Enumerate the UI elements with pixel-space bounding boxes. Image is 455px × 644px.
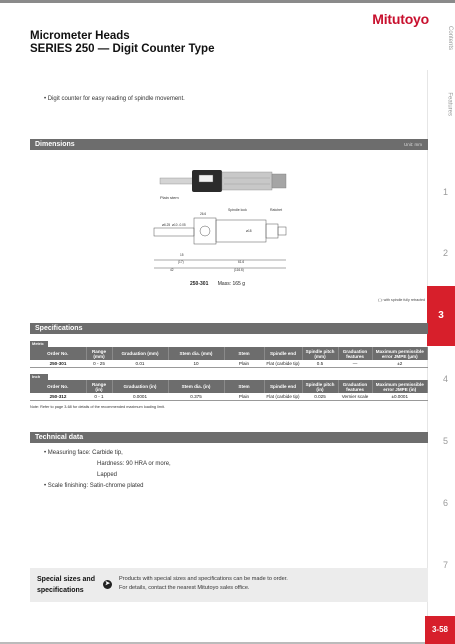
col-stem-dia: Stem dia. (mm) — [168, 347, 224, 360]
cell-graduation-features: — — [338, 360, 372, 367]
cell-graduation: 0.01 — [112, 360, 168, 367]
title-line-2: SERIES 250 — Digit Counter Type — [30, 43, 215, 55]
cell-spindle-pitch: 0.025 — [302, 393, 338, 400]
special-text — [119, 575, 288, 593]
label-d5: 15 — [180, 253, 184, 257]
label-d9: (116.6) — [234, 268, 244, 272]
dimensions-title: Dimensions — [35, 141, 75, 148]
col-stem-dia: Stem dia. (in) — [168, 380, 224, 393]
cell-order-no: 250-312 — [30, 393, 86, 400]
technical-header — [30, 432, 428, 443]
tech-line: • Scale finishing: Satin-chrome plated — [44, 483, 144, 489]
inch-tag: Inch — [30, 374, 48, 380]
tech-line: • Measuring face: Carbide tip, — [44, 450, 123, 456]
cell-stem: Plain — [224, 393, 264, 400]
side-tab-4[interactable]: 4 — [442, 374, 448, 384]
cell-order-no: 250-301 — [30, 360, 86, 367]
col-range: Range (in) — [86, 380, 112, 393]
label-d1: ø6.25 — [162, 223, 171, 227]
cell-max-error: ±0.0001 — [372, 393, 428, 400]
special-label-line-1: Special sizes and — [37, 576, 95, 583]
col-max-error: Maximum permissible error JMPE (μm) — [372, 347, 428, 360]
dimension-caption — [190, 281, 245, 287]
col-spindle-pitch: Spindle pitch (mm) — [302, 347, 338, 360]
label-d2: ø10 -0.05 — [172, 223, 186, 227]
specifications-title: Specifications — [35, 325, 83, 332]
special-text-line-2: For details, contact the nearest Mitutoyo sales office. — [119, 585, 250, 591]
special-text-line-1: Products with special sizes and specifications can be made to order. — [119, 576, 288, 582]
tech-line: Hardness: 90 HRA or more, — [97, 461, 171, 467]
side-tab-3-active[interactable]: 3 — [427, 286, 455, 346]
col-spindle-end: Spindle end — [264, 380, 302, 393]
label-spindle-lock: Spindle lock — [228, 208, 247, 212]
col-order-no: Order No. — [30, 347, 86, 360]
label-plain-stem: Plain stem — [160, 195, 179, 200]
inch-spec-table — [30, 380, 428, 401]
dimensions-header — [30, 139, 428, 150]
col-graduation: Graduation (in) — [112, 380, 168, 393]
cell-stem-dia: 10 — [168, 360, 224, 367]
metric-header-row — [30, 347, 428, 360]
col-stem: Stem — [224, 380, 264, 393]
col-graduation-features: Graduation features — [338, 380, 372, 393]
side-tab-6[interactable]: 6 — [442, 498, 448, 508]
side-tab-contents[interactable]: Contents — [447, 25, 453, 50]
cell-range: 0 - 1 — [86, 393, 112, 400]
label-d7: 42 — [170, 268, 174, 272]
special-sizes-box — [30, 568, 428, 602]
label-d4: ø18 — [246, 229, 252, 233]
side-tab-features[interactable]: Features — [447, 92, 453, 116]
page-title — [30, 30, 214, 56]
metric-spec-table — [30, 347, 428, 368]
col-order-no: Order No. — [30, 380, 86, 393]
page-number: 3-58 — [425, 616, 455, 644]
inch-header-row — [30, 380, 428, 393]
side-tab-5[interactable]: 5 — [442, 436, 448, 446]
cell-graduation: 0.0001 — [112, 393, 168, 400]
cell-spindle-end: Flat (carbide tip) — [264, 393, 302, 400]
col-graduation-features: Graduation features — [338, 347, 372, 360]
title-line-1: Micrometer Heads — [30, 30, 130, 42]
metric-tag: Metric — [30, 341, 48, 347]
table-note: Note: Refer to page 3-68 for details of the recommended maximum loading limit. — [30, 405, 165, 409]
table-row — [30, 393, 428, 400]
product-photo — [160, 170, 286, 192]
micrometer-drawing — [150, 160, 315, 282]
table-row — [30, 360, 428, 367]
cell-max-error: ±2 — [372, 360, 428, 367]
cell-stem-dia: 0.375 — [168, 393, 224, 400]
brand-logo: Mitutoyo — [372, 11, 429, 27]
dimension-note: ( ): with spindle fully retracted — [378, 298, 425, 302]
label-d3: 26.6 — [200, 212, 207, 216]
top-rule — [0, 0, 455, 3]
col-spindle-end: Spindle end — [264, 347, 302, 360]
label-d6: (17) — [178, 260, 184, 264]
col-range: Range (mm) — [86, 347, 112, 360]
dimensions-unit: Unit: mm — [404, 142, 422, 147]
side-tab-7[interactable]: 7 — [442, 560, 448, 570]
cell-range: 0 - 25 — [86, 360, 112, 367]
technical-list — [44, 448, 171, 492]
side-tab-1[interactable]: 1 — [442, 187, 448, 197]
technical-title: Technical data — [35, 434, 84, 441]
caption-mass: Mass: 165 g — [217, 281, 245, 287]
col-graduation: Graduation (mm) — [112, 347, 168, 360]
side-tabs — [427, 25, 455, 610]
feature-item: • Digit counter for easy reading of spindle movement. — [44, 96, 185, 102]
cell-spindle-pitch: 0.5 — [302, 360, 338, 367]
label-d8: 61.6 — [238, 260, 245, 264]
label-ratchet: Ratchet — [270, 208, 283, 212]
col-max-error: Maximum permissible error JMPE (in) — [372, 380, 428, 393]
col-spindle-pitch: Spindle pitch (in) — [302, 380, 338, 393]
arrow-right-icon: ➤ — [104, 581, 111, 587]
special-label-line-2: specifications — [37, 587, 84, 594]
specifications-header — [30, 323, 428, 334]
tech-line: Lapped — [97, 472, 118, 478]
caption-model: 250-301 — [190, 281, 209, 287]
special-label — [37, 574, 95, 596]
cell-graduation-features: Vernier scale — [338, 393, 372, 400]
cell-stem: Plain — [224, 360, 264, 367]
cell-spindle-end: Flat (carbide tip) — [264, 360, 302, 367]
col-stem: Stem — [224, 347, 264, 360]
side-tab-2[interactable]: 2 — [442, 248, 448, 258]
